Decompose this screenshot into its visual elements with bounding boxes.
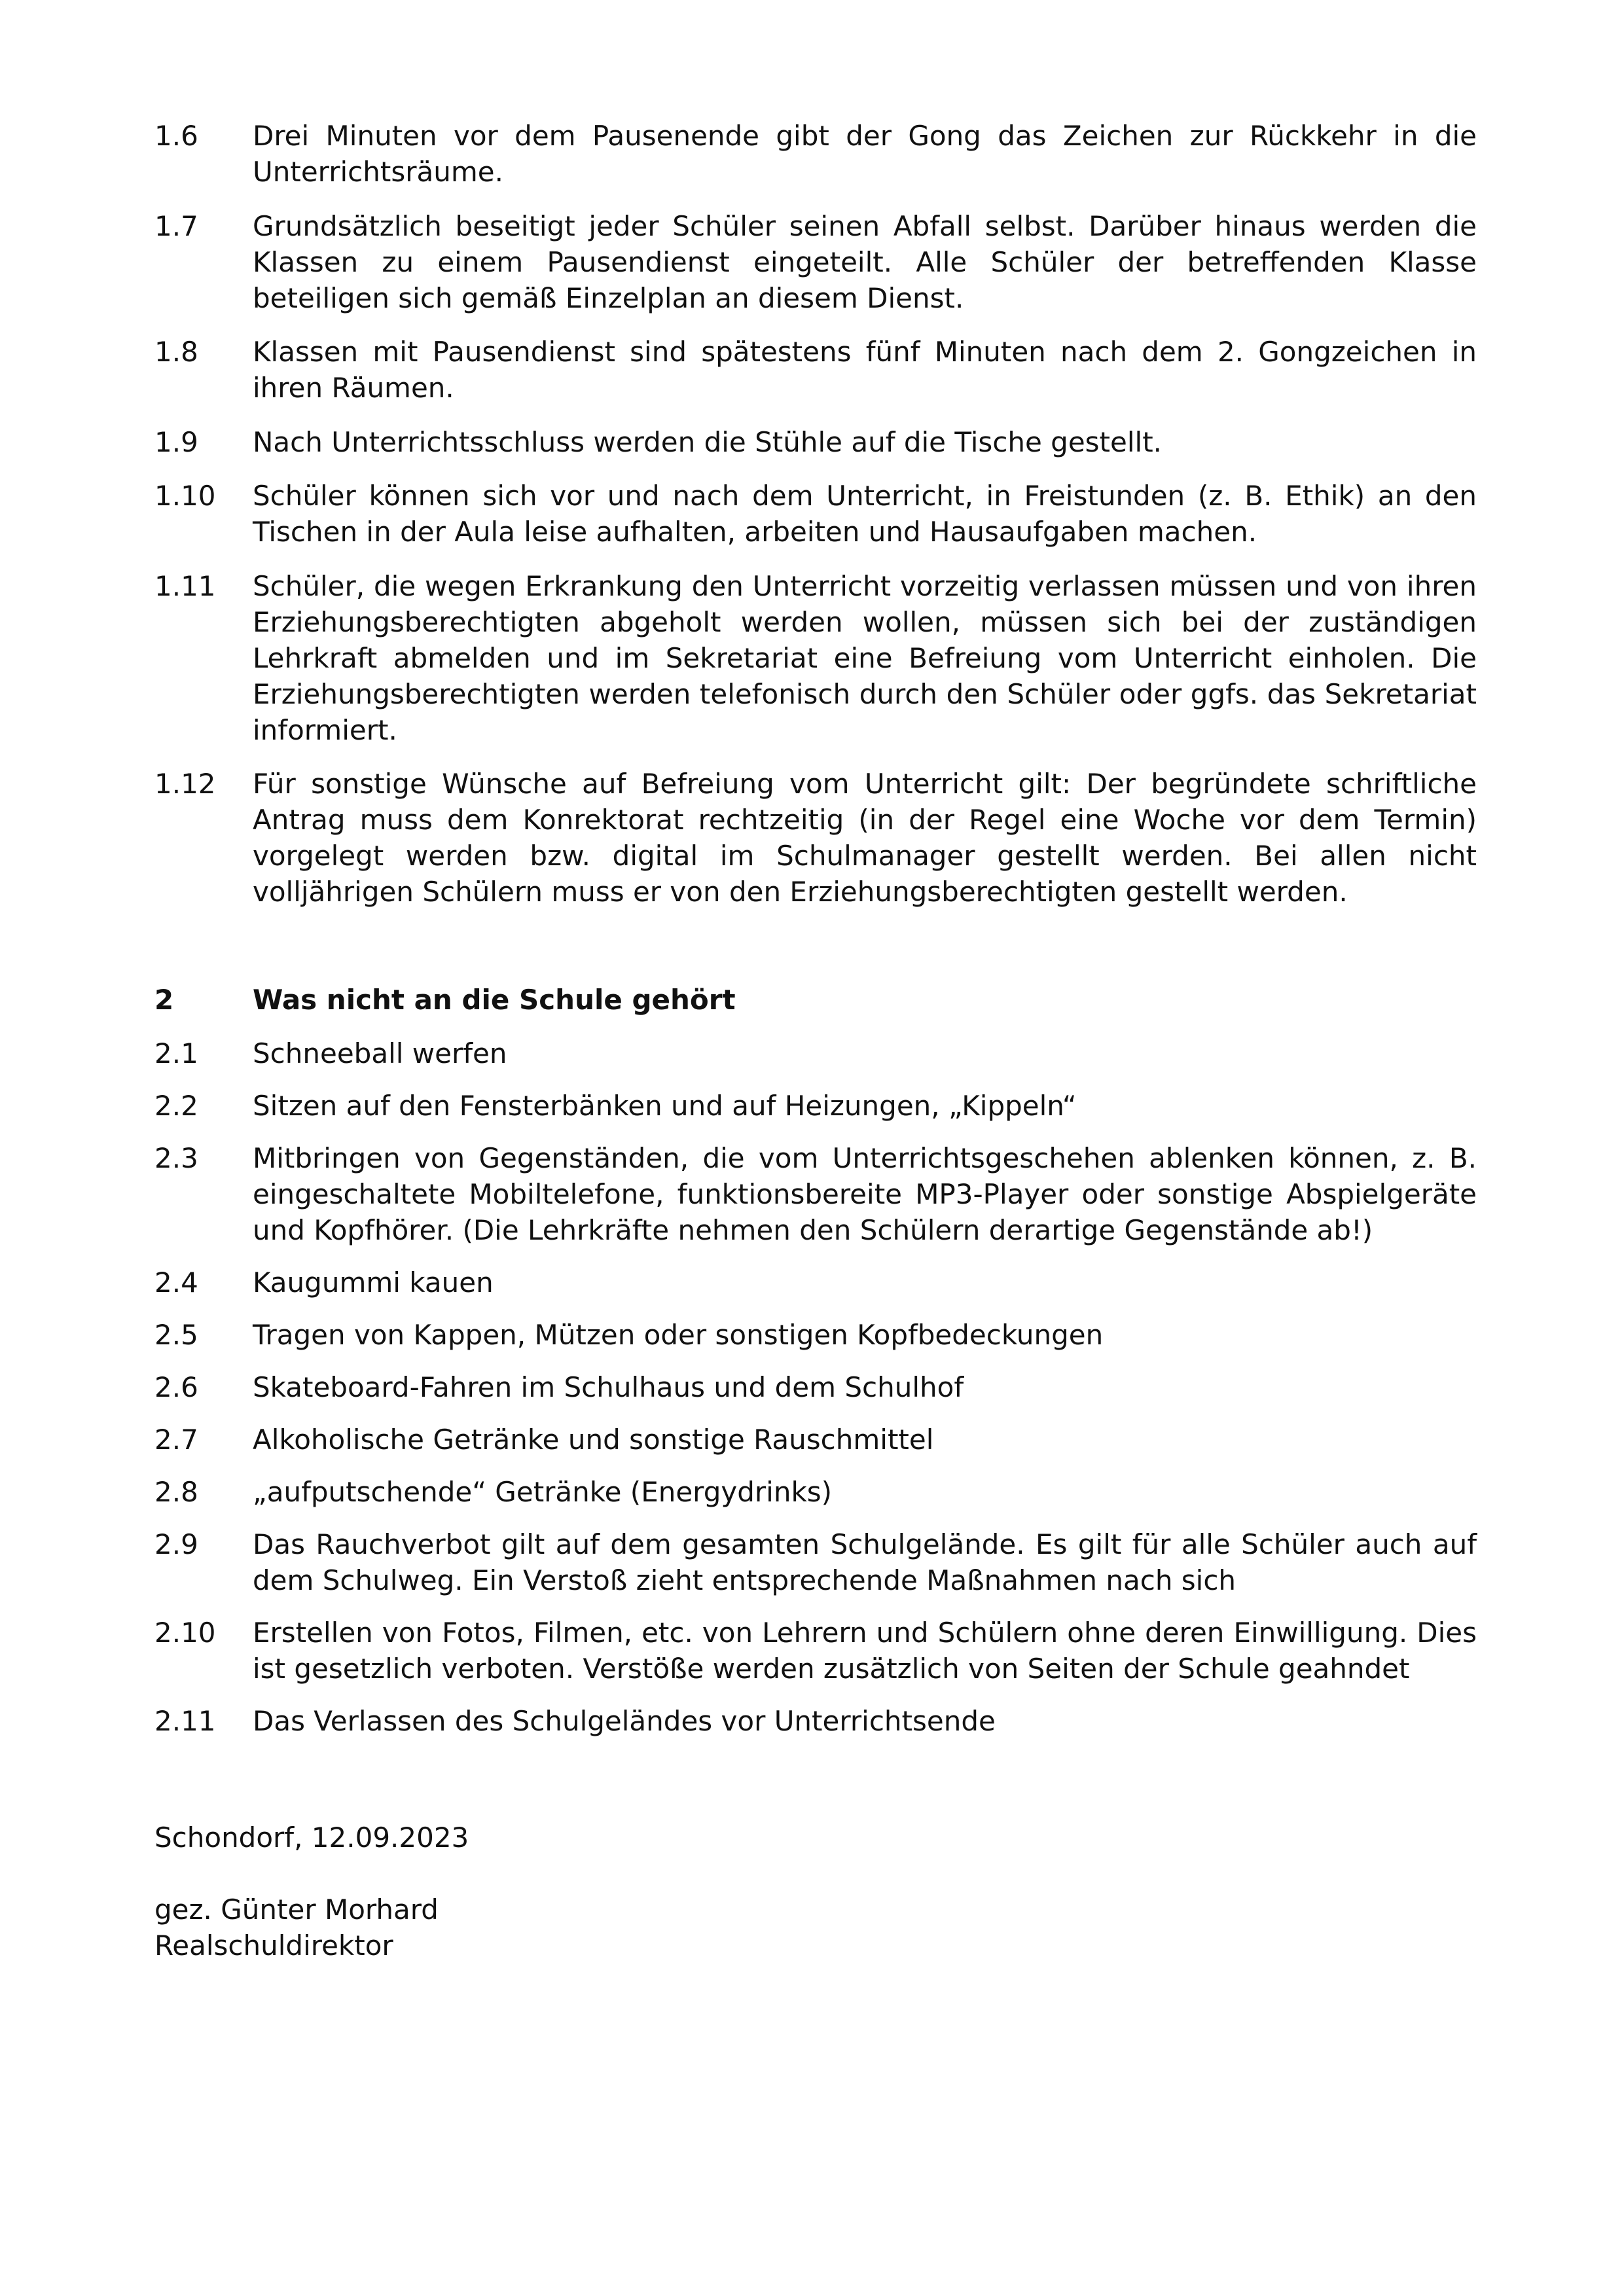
rule-text: Kaugummi kauen: [253, 1266, 494, 1299]
rule-number: 2.10: [154, 1617, 216, 1649]
rule-text: Das Rauchverbot gilt auf dem gesamten Schulgelände. Es gilt für alle Schüler auch auf dem Schulweg. Ein Verstoß zieht entsprechende Maßnahmen nach sich: [253, 1528, 1477, 1596]
rule-number: 1.7: [154, 210, 198, 242]
rule-number: 1.12: [154, 768, 216, 800]
rule-text: Erstellen von Fotos, Filmen, etc. von Lehrern und Schülern ohne deren Einwilligung. Dies ist gesetzlich verboten. Verstöße werden zusätzlich von Seiten der Schule geahndet: [253, 1617, 1477, 1685]
rule-number: 1.9: [154, 426, 198, 458]
rule-item-2-3: [154, 1140, 1477, 1248]
rule-number: 1.10: [154, 480, 216, 512]
rule-item-2-5: [154, 1317, 1477, 1353]
rule-item-2-2: [154, 1088, 1477, 1124]
rule-item-1-8: [154, 334, 1477, 406]
rule-text: Skateboard-Fahren im Schulhaus und dem Schulhof: [253, 1371, 964, 1403]
section-title: Was nicht an die Schule gehört: [253, 984, 736, 1016]
rule-number: 2.11: [154, 1705, 216, 1737]
rule-item-1-6: [154, 118, 1477, 190]
rule-item-2-6: [154, 1369, 1477, 1405]
rule-item-2-9: [154, 1526, 1477, 1598]
rule-text: Sitzen auf den Fensterbänken und auf Heizungen, „Kippeln“: [253, 1090, 1077, 1122]
rule-item-1-9: [154, 424, 1477, 460]
rule-text: Klassen mit Pausendienst sind spätestens fünf Minuten nach dem 2. Gongzeichen in ihren Räumen.: [253, 336, 1477, 404]
rule-text: Tragen von Kappen, Mützen oder sonstigen Kopfbedeckungen: [253, 1319, 1104, 1351]
rule-item-1-11: [154, 568, 1477, 748]
rule-item-2-10: [154, 1615, 1477, 1687]
section-number: 2: [154, 984, 174, 1016]
rule-text: Alkoholische Getränke und sonstige Rauschmittel: [253, 1424, 934, 1456]
rule-number: 1.6: [154, 120, 198, 152]
signature: gez. Günter Morhard: [154, 1893, 439, 1926]
rule-number: 1.8: [154, 336, 198, 368]
rule-item-2-1: [154, 1035, 1477, 1071]
rule-text: Schüler können sich vor und nach dem Unterricht, in Freistunden (z. B. Ethik) an den Tischen in der Aula leise aufhalten, arbeiten und Hausaufgaben machen.: [253, 480, 1477, 548]
rule-number: 2.7: [154, 1424, 198, 1456]
rule-text: Mitbringen von Gegenständen, die vom Unterrichtsgeschehen ablenken können, z. B. eingeschaltete Mobiltelefone, funktionsbereite MP3-Player oder sonstige Abspielgeräte und Kopfhörer. (Die Lehrkräfte nehmen den Schülern derartige Gegenstände ab!): [253, 1142, 1477, 1246]
rule-number: 2.4: [154, 1266, 198, 1299]
rule-text: Das Verlassen des Schulgeländes vor Unterrichtsende: [253, 1705, 996, 1737]
rule-item-2-11: [154, 1703, 1477, 1739]
rule-number: 1.11: [154, 570, 216, 602]
rule-item-1-12: [154, 766, 1477, 910]
rule-number: 2.3: [154, 1142, 198, 1174]
rule-item-1-7: [154, 208, 1477, 316]
rule-number: 2.6: [154, 1371, 198, 1403]
rule-text: Grundsätzlich beseitigt jeder Schüler seinen Abfall selbst. Darüber hinaus werden die Klassen zu einem Pausendienst eingeteilt. Alle Schüler der betreffenden Klasse beteiligen sich gemäß Einzelplan an diesem Dienst.: [253, 210, 1477, 314]
rule-text: Für sonstige Wünsche auf Befreiung vom Unterricht gilt: Der begründete schriftliche Antrag muss dem Konrektorat rechtzeitig (in der Regel eine Woche vor dem Termin) vorgelegt werden bzw. digital im Schulmanager gestellt werden. Bei allen nicht volljährigen Schülern muss er von den Erziehungsberechtigten gestellt werden.: [253, 768, 1477, 908]
rule-text: Drei Minuten vor dem Pausenende gibt der Gong das Zeichen zur Rückkehr in die Unterrichtsräume.: [253, 120, 1477, 188]
rule-text: „aufputschende“ Getränke (Energydrinks): [253, 1476, 833, 1508]
rule-item-2-7: [154, 1422, 1477, 1458]
rule-item-2-8: [154, 1474, 1477, 1510]
signer-role: Realschuldirektor: [154, 1929, 393, 1962]
place-date: Schondorf, 12.09.2023: [154, 1821, 469, 1854]
rule-number: 2.2: [154, 1090, 198, 1122]
rule-text: Schneeball werfen: [253, 1037, 507, 1069]
rule-number: 2.9: [154, 1528, 198, 1560]
rule-text: Schüler, die wegen Erkrankung den Unterricht vorzeitig verlassen müssen und von ihren Erziehungsberechtigten abgeholt werden wollen, müssen sich bei der zuständigen Lehrkraft abmelden und im Sekretariat eine Befreiung vom Unterricht einholen. Die Erziehungsberechtigten werden telefonisch durch den Schüler oder ggfs. das Sekretariat informiert.: [253, 570, 1477, 746]
rule-number: 2.8: [154, 1476, 198, 1508]
rule-number: 2.5: [154, 1319, 198, 1351]
section-heading: [154, 982, 1477, 1018]
rule-text: Nach Unterrichtsschluss werden die Stühle auf die Tische gestellt.: [253, 426, 1163, 458]
rule-number: 2.1: [154, 1037, 198, 1069]
rule-item-1-10: [154, 478, 1477, 550]
rule-item-2-4: [154, 1265, 1477, 1300]
